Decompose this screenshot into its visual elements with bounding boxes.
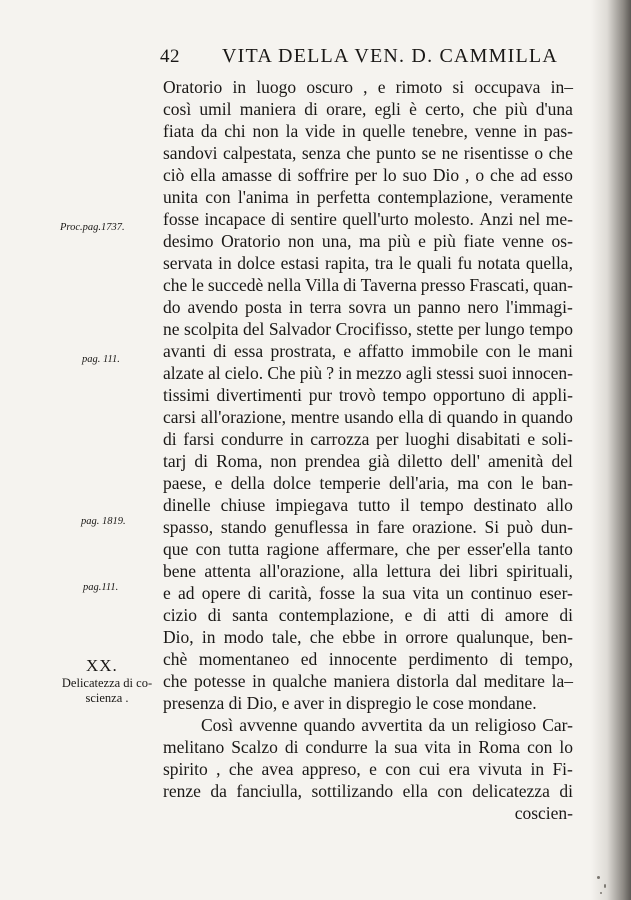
text-line: Così avvenne quando avvertita da un religioso Car-: [201, 715, 573, 735]
text-line: così umil maniera di orare, egli è certo, che più d'una: [163, 99, 573, 119]
text-line: presenza di Dio, e aver in dispregio le cose mondane.: [163, 693, 537, 713]
text-line: che le succedè nella Villa di Taverna presso Frascati, quan-: [163, 275, 573, 295]
margin-note-pag-111-second: pag.111.: [83, 582, 119, 593]
margin-note-pag-1819: pag. 1819.: [81, 516, 126, 527]
text-line: que con tutta ragione affermare, che per esser'ella tanto: [163, 539, 573, 559]
text-line: bene attenta all'orazione, alla lettura dei libri spirituali,: [163, 561, 573, 581]
text-line: Oratorio in luogo oscuro , e rimoto si occupava in–: [163, 77, 573, 97]
text-line: spirito , che avea appreso, e con cui era vivuta in Fi-: [163, 759, 573, 779]
margin-note-pag-111: pag. 111.: [82, 354, 120, 365]
running-header: [160, 46, 580, 70]
text-line: renze da fanciulla, sottilizando ella con delicatezza di: [163, 781, 573, 801]
text-line: fosse incapace di sentire quell'urto molesto. Anzi nel me-: [163, 209, 573, 229]
text-line: Dio, in modo tale, che ebbe in orrore qualunque, ben-: [163, 627, 573, 647]
body-text: [163, 76, 573, 824]
text-line: tissimi divertimenti pur trovò tempo opportuno di appli-: [163, 385, 573, 405]
margin-note-proc-1737: Proc.pag.1737.: [60, 222, 125, 233]
page-gutter-shadow: [591, 0, 631, 900]
text-line: avanti di essa prostrata, e affatto immobile con le mani: [163, 341, 573, 361]
text-line: melitano Scalzo di condurre la sua vita in Roma con lo: [163, 737, 573, 757]
text-line: ne scolpita del Salvador Crocifisso, stette per lungo tempo: [163, 319, 573, 339]
text-line: carsi all'orazione, mentre usando ella di quando in quando: [163, 407, 573, 427]
section-title-line: scienza .: [85, 691, 129, 705]
section-number: XX.: [86, 656, 118, 675]
text-line: sandovi calpestata, senza che punto se ne risentisse o che: [163, 143, 573, 163]
text-line: chè momentaneo ed innocente perdimento di tempo,: [163, 649, 573, 669]
page-number: 42: [160, 46, 180, 67]
text-line: ciò ella amasse di soffrire per lo suo Dio , o che ad esso: [163, 165, 573, 185]
section-title-line: Delicatezza di co-: [61, 676, 153, 690]
text-line: alzate al cielo. Che più ? in mezzo agli stessi suoi innocen-: [163, 363, 573, 383]
text-line: spasso, stando genuflessa in fare orazione. Si può dun-: [163, 517, 573, 537]
text-line: servata in dolce estasi rapita, tra le quali fu notata quella,: [163, 253, 573, 273]
text-line: coscien-: [514, 803, 573, 823]
text-line: che potesse in qualche maniera distorla dal meditare la–: [163, 671, 573, 691]
text-line: tarj di Roma, non prendea già diletto dell' amenità del: [163, 451, 573, 471]
text-line: e ad opere di carità, fosse la sua vita un continuo eser-: [163, 583, 573, 603]
text-line: unita con l'anima in perfetta contemplazione, veramente: [163, 187, 573, 207]
text-line: paese, e della dolce temperie dell'aria, ma con le ban-: [163, 473, 573, 493]
text-line: fiata da chi non la vide in quelle tenebre, venne in pas-: [163, 121, 573, 141]
text-line: di farsi condurre in carrozza per luoghi disabitati e soli-: [163, 429, 573, 449]
running-title: VITA DELLA VEN. D. CAMMILLA: [222, 45, 558, 67]
section-title: [58, 676, 156, 706]
text-line: dinelle chiuse impiegava tutto il tempo destinato allo: [163, 495, 573, 515]
text-line: desimo Oratorio non una, ma più e più fiate venne os-: [163, 231, 573, 251]
text-line: cizio di santa contemplazione, e di atti di amore di: [163, 605, 573, 625]
text-line: do avendo posta in terra sovra un panno nero l'immagi-: [163, 297, 573, 317]
